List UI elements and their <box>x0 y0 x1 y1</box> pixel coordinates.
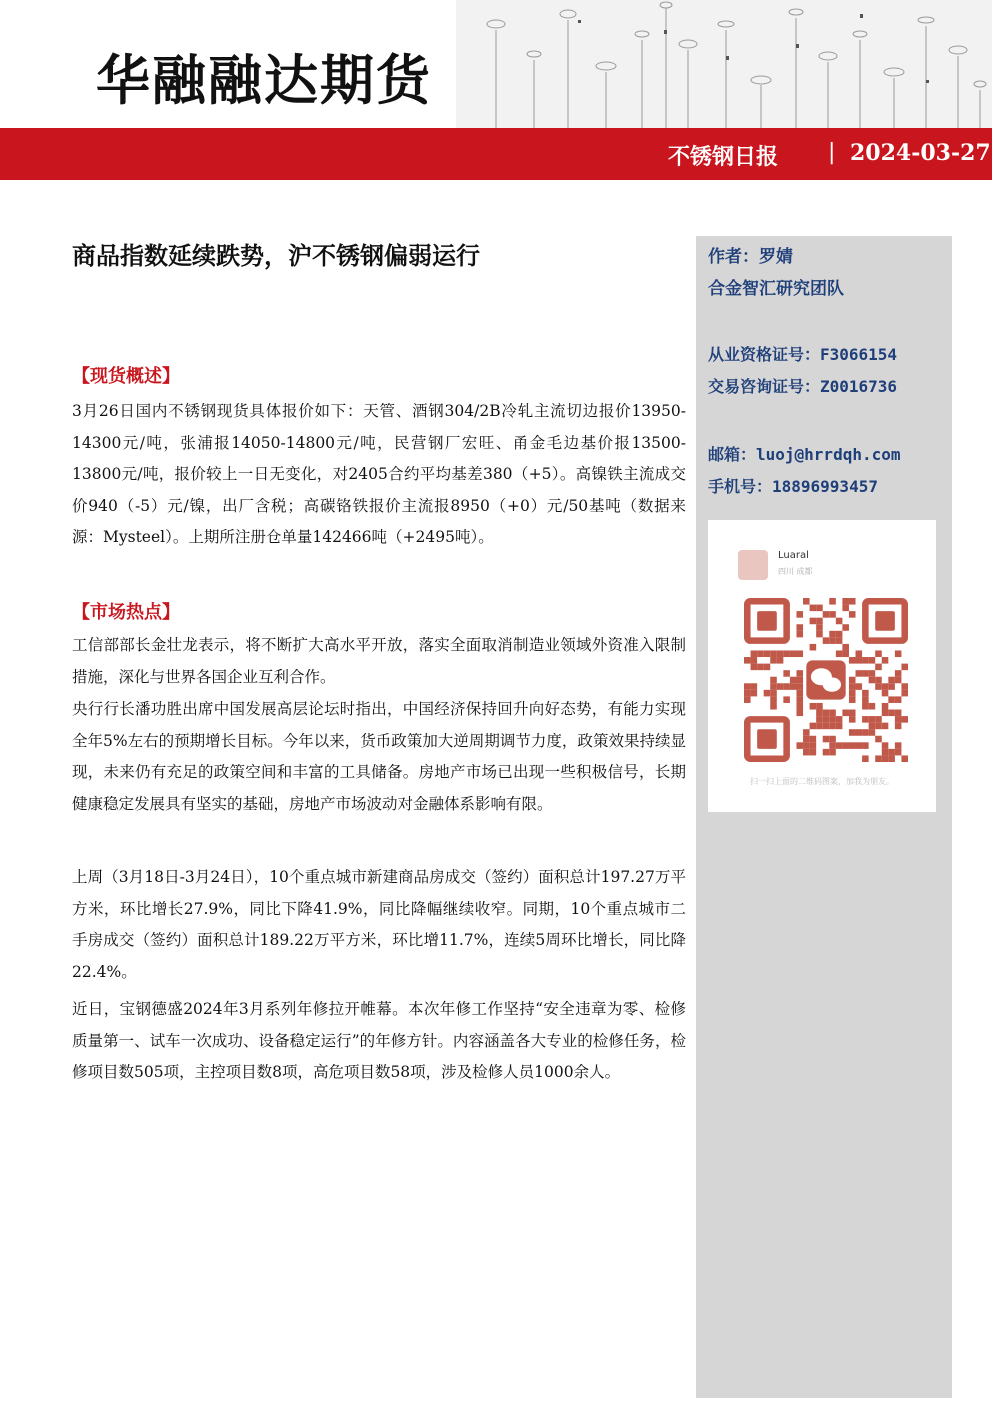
section-heading-hotspots: 【市场热点】 <box>72 602 180 623</box>
qr-caption: 扫一扫上面的二维码图案，加我为朋友。 <box>750 777 894 786</box>
qr-finder-pattern <box>865 601 904 640</box>
email[interactable]: 邮箱：luoj@hrrdqh.com <box>708 445 901 464</box>
paragraph-spot-prices: 3月26日国内不锈钢现货具体报价如下：天管、酒钢304/2B冷轧主流切边报价13950-14300元/吨，张浦报14050-14800元/吨，民营钢厂宏旺、甬金毛边基价报13500-13800元/吨，报价较上一日无变化，对2405合约平均基差380（+5）。高镍铁主流成交价940（-5）元/镍，出厂含税；高碳铬铁报价主流报8950（+0）元/50基吨（数据来源：Mysteel）。上期所注册仓单量142466吨（+2495吨）。 <box>72 402 686 546</box>
author-sidebar <box>696 236 952 1398</box>
qr-finder-pattern <box>747 719 786 758</box>
paragraph-pboc: 央行行长潘功胜出席中国发展高层论坛时指出，中国经济保持回升向好态势，有能力实现全年5%左右的预期增长目标。今年以来，货币政策加大逆周期调节力度，政策效果持续显现，未来仍有充足的政策空间和丰富的工具储备。房地产市场已出现一些积极信号，长期健康稳定发展具有坚实的基础，房地产市场波动对金融体系影响有限。 <box>72 700 686 813</box>
phone-number: 手机号：18896993457 <box>708 477 878 496</box>
article-title: 商品指数延续跌势，沪不锈钢偏弱运行 <box>72 242 480 270</box>
brand-logo-text: 华融融达期货 <box>96 49 432 112</box>
report-name: 不锈钢日报 <box>668 145 779 170</box>
section-heading-spot: 【现货概述】 <box>72 366 180 387</box>
page-header <box>0 0 992 128</box>
wechat-qr-card <box>708 520 936 812</box>
qr-contact-name: Luaral <box>778 550 809 561</box>
wechat-icon <box>806 660 845 699</box>
paragraph-housing: 上周（3月18日-3月24日），10个重点城市新建商品房成交（签约）面积总计197.27万平方米，环比增长27.9%，同比下降41.9%，同比降幅继续收窄。同期，10个重点城市二手房成交（签约）面积总计189.22万平方米，环比增11.7%，连续5周环比增长，同比降22.4%。 <box>72 868 686 981</box>
qr-contact-subtitle: 四川 成都 <box>778 567 813 576</box>
avatar <box>738 550 768 580</box>
qr-finder-pattern <box>747 601 786 640</box>
paragraph-miit: 工信部部长金壮龙表示，将不断扩大高水平开放，落实全面取消制造业领域外资准入限制措施，深化与世界各国企业互利合作。 <box>72 636 686 686</box>
paragraph-baosteel: 近日，宝钢德盛2024年3月系列年修拉开帷幕。本次年修工作坚持“安全违章为零、检修质量第一、试车一次成功、设备稳定运行”的年修方针。内容涵盖各大专业的检修任务，检修项目数505项，主控项目数8项，高危项目数58项，涉及检修人员1000余人。 <box>72 1000 686 1081</box>
research-team: 合金智汇研究团队 <box>708 279 844 299</box>
banner-separator: | <box>828 140 836 165</box>
report-banner <box>0 128 992 180</box>
qr-code <box>744 598 908 762</box>
consult-cert: 交易咨询证号：Z0016736 <box>708 377 898 396</box>
report-date: 2024-03-27 <box>850 140 991 166</box>
author-name: 作者：罗婧 <box>708 247 793 267</box>
practice-cert: 从业资格证号：F3066154 <box>708 345 898 364</box>
header-decoration <box>456 0 992 128</box>
